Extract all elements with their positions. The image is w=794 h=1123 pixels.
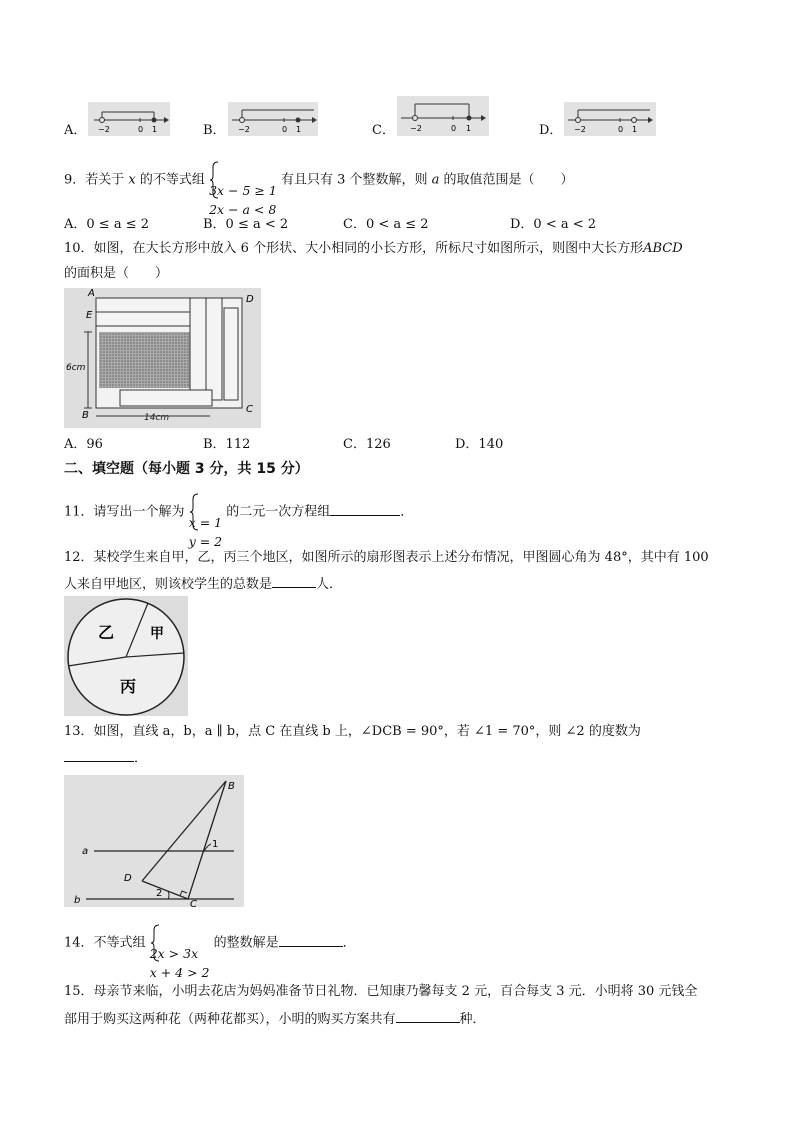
tick-label: 1 <box>466 124 472 133</box>
q14-prefix: 14．不等式组 <box>64 935 146 951</box>
label-bing: 丙 <box>120 677 137 696</box>
q13-answer-blank[interactable] <box>64 749 134 762</box>
q9-mid: 的不等式组 <box>139 172 205 188</box>
q12-stem-line2 <box>64 575 342 594</box>
q10-stem-line1 <box>64 240 683 258</box>
q10-rectangle-figure[interactable] <box>64 288 261 428</box>
tick-label: −2 <box>574 125 586 134</box>
q9-stem <box>64 161 574 217</box>
q9-eq2: 2x − a < 8 <box>209 202 277 217</box>
q9-prefix: 9．若关于 <box>64 172 125 188</box>
label-angle-2: 2 <box>156 888 163 899</box>
q14-answer-blank[interactable] <box>279 934 343 947</box>
q10-option-d[interactable]: D．140 <box>455 437 504 452</box>
q9-option-d[interactable]: D．0 < a < 2 <box>510 217 597 232</box>
pie-diagram <box>64 596 188 716</box>
q10-option-a[interactable]: A．96 <box>64 437 103 452</box>
q15-stem-line1: 15．母亲节来临，小明去花店为妈妈准备节日礼物．已知康乃馨每支 2 元，百合每支 3 元．小明将 30 元钱全 <box>64 984 698 999</box>
tick-label: −2 <box>410 124 422 133</box>
q15-line2-text: 部用于购买这两种花（两种花都买），小明的购买方案共有 <box>64 1012 396 1027</box>
q8-option-a-letter: A． <box>64 123 87 138</box>
label-width: 14cm <box>144 413 170 423</box>
q11-answer-blank[interactable] <box>330 503 400 516</box>
q9-var-x: x <box>128 172 136 188</box>
number-line-a <box>88 102 170 136</box>
q10-option-c[interactable]: C．126 <box>343 437 391 452</box>
q14-inequality-system <box>149 924 210 980</box>
q9-inequality-system <box>209 161 277 217</box>
q9-option-a[interactable]: A．0 ≤ a ≤ 2 <box>64 217 149 232</box>
q8-option-d-letter: D． <box>539 123 563 138</box>
label-e: E <box>86 310 93 321</box>
label-angle-1: 1 <box>212 839 219 850</box>
label-d: D <box>246 294 254 305</box>
parallel-lines-diagram <box>64 775 244 907</box>
label-line-b: b <box>74 895 81 906</box>
q11-suffix: 的二元一次方程组 <box>226 504 331 520</box>
q14-eq1: 2x > 3x <box>149 946 199 961</box>
q9-suffix-a: 有且只有 3 个整数解，则 <box>280 172 428 188</box>
q10-line1-text: 10．如图，在大长方形中放入 6 个形状、大小相同的小长方形，所标尺寸如图所示，则图中大长方形 <box>64 241 644 256</box>
tick-label: 1 <box>632 125 638 134</box>
q14-stem <box>64 924 356 980</box>
label-a: A <box>88 288 95 299</box>
tick-label: −2 <box>238 125 250 134</box>
q12-stem-line1: 12．某校学生来自甲，乙，丙三个地区，如图所示的扇形图表示上述分布情况，甲图圆心角为 48°，其中有 100 <box>64 550 709 565</box>
q8-options <box>0 0 794 150</box>
q13-stem-line1: 13．如图，直线 a，b，a ∥ b，点 C 在直线 b 上，∠DCB = 90°，若 ∠1 = 70°，则 ∠2 的度数为 <box>64 724 641 739</box>
number-line-c <box>397 96 489 136</box>
q15-answer-blank[interactable] <box>396 1010 460 1023</box>
label-jia: 甲 <box>150 626 164 642</box>
label-yi: 乙 <box>98 623 115 642</box>
q8-option-c-number-line[interactable] <box>397 96 489 136</box>
label-c: C <box>246 404 253 415</box>
q8-option-b-number-line[interactable] <box>228 102 318 136</box>
q8-option-b-letter: B． <box>203 123 226 138</box>
tick-label: −2 <box>98 125 110 134</box>
tick-label: 1 <box>296 125 302 134</box>
section-2-heading: 二、填空题（每小题 3 分，共 15 分） <box>64 461 309 477</box>
q11-eq2: y = 2 <box>188 534 223 549</box>
q11-solution-system <box>188 493 223 549</box>
q11-stem <box>64 493 414 549</box>
q10-stem-line2: 的面积是（ ） <box>64 266 169 281</box>
q14-end: ． <box>342 935 356 951</box>
q13-parallel-lines-figure[interactable] <box>64 775 244 907</box>
tick-label: 1 <box>152 125 158 134</box>
label-point-b: B <box>228 781 235 792</box>
q9-option-c[interactable]: C．0 < a ≤ 2 <box>343 217 429 232</box>
q15-stem-line2 <box>64 1010 486 1029</box>
q11-prefix: 11．请写出一个解为 <box>64 504 185 520</box>
label-point-d: D <box>124 873 132 884</box>
number-line-b <box>228 102 318 136</box>
q14-suffix: 的整数解是 <box>213 935 279 951</box>
q9-var-a: a <box>431 172 440 188</box>
q12-pie-figure[interactable] <box>64 596 188 716</box>
q9-suffix-b: 的取值范围是（ ） <box>443 172 574 188</box>
q14-eq2: x + 4 > 2 <box>149 965 210 980</box>
q12-line2-end: 人． <box>316 577 343 592</box>
tick-label: 0 <box>282 125 288 134</box>
label-line-a: a <box>82 846 89 857</box>
q8-option-c-letter: C． <box>372 123 395 138</box>
q15-line2-end: 种． <box>459 1012 486 1027</box>
q12-answer-blank[interactable] <box>272 575 316 588</box>
q11-end: ． <box>400 504 414 520</box>
q12-line2-text: 人来自甲地区，则该校学生的总数是 <box>64 577 273 592</box>
q13-end: ． <box>134 751 148 766</box>
q8-option-a-number-line[interactable] <box>88 102 170 136</box>
number-line-d <box>564 102 656 136</box>
label-height: 6cm <box>66 363 86 373</box>
q13-stem-line2 <box>64 749 147 768</box>
label-point-c: C <box>190 899 197 907</box>
q9-option-b[interactable]: B．0 ≤ a < 2 <box>203 217 289 232</box>
label-b: B <box>82 410 89 421</box>
q10-rect-name: ABCD <box>643 241 683 256</box>
tick-label: 0 <box>451 124 457 133</box>
q9-eq1: 3x − 5 ≥ 1 <box>209 183 277 198</box>
q8-option-d-number-line[interactable] <box>564 102 656 136</box>
tick-label: 0 <box>138 125 144 134</box>
q11-eq1: x = 1 <box>188 515 223 530</box>
rectangle-diagram <box>64 288 261 428</box>
tick-label: 0 <box>618 125 624 134</box>
q10-option-b[interactable]: B．112 <box>203 437 251 452</box>
